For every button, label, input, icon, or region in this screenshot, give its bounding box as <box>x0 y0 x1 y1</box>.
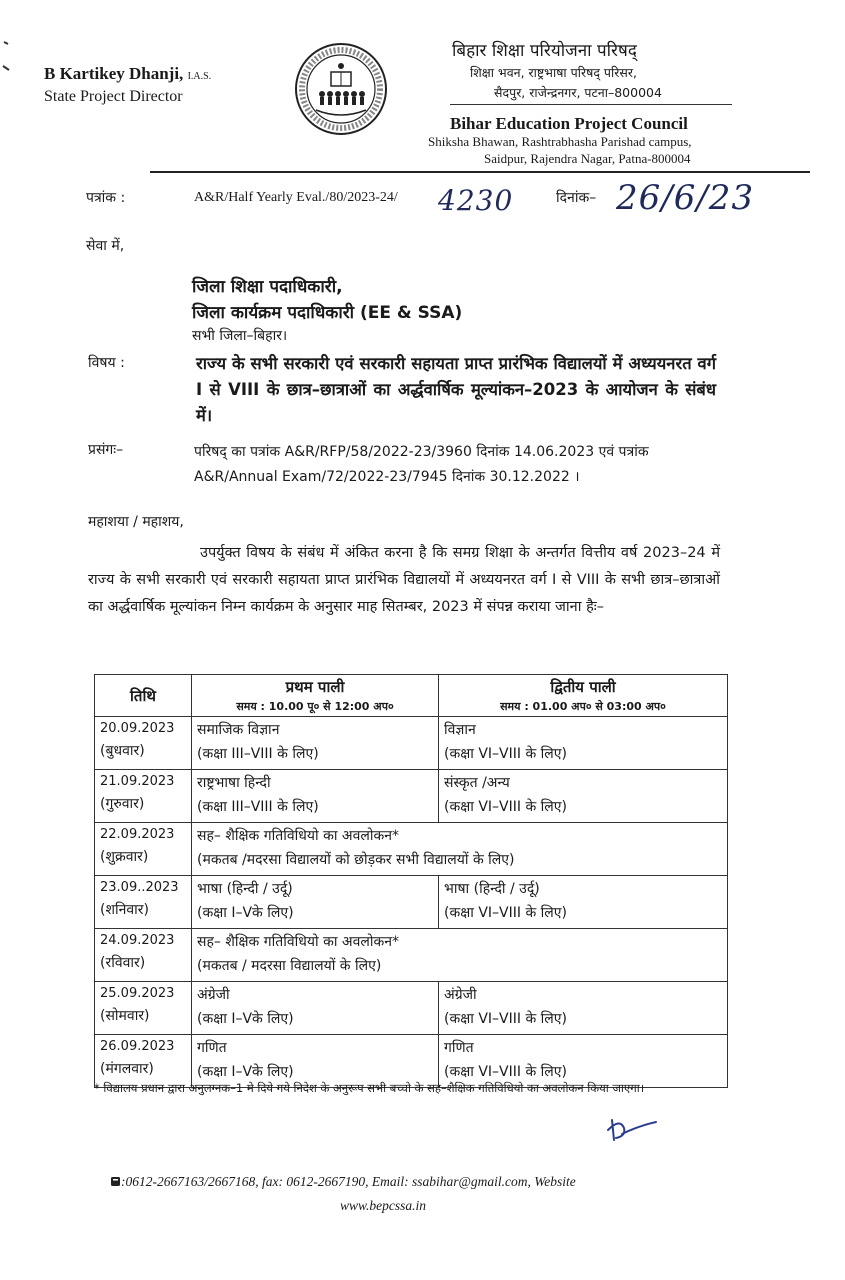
date-label: दिनांक– <box>556 190 597 206</box>
row-date: 25.09.2023 <box>100 986 175 1001</box>
subject-label: विषय : <box>88 355 125 371</box>
second-shift-cell <box>439 717 728 770</box>
class-range: (कक्षा VI–VIII के लिए) <box>444 1064 567 1080</box>
header-date: तिथि <box>95 675 192 717</box>
row-day: (मंगलवार) <box>100 1061 154 1077</box>
row-date: 26.09.2023 <box>100 1039 175 1054</box>
class-range: (कक्षा I–Vके लिए) <box>197 1011 294 1027</box>
row-date: 24.09.2023 <box>100 933 175 948</box>
addressee-line3: सभी जिला–बिहार। <box>192 328 288 344</box>
row-day: (शनिवार) <box>100 902 149 918</box>
subject-name: भाषा (हिन्दी / उर्दू) <box>197 881 293 897</box>
row-date: 22.09.2023 <box>100 827 175 842</box>
class-range: (कक्षा I–Vके लिए) <box>197 1064 294 1080</box>
footnote: * विद्यालय प्रधान द्वारा अनुलग्नक–1 मे दिये गये निदेश के अनुरूप सभी बच्चो के सह–शैक्षिक गतिविधियो का अवलोकन किया जाएगा। <box>94 1081 645 1095</box>
body-paragraph: उपर्युक्त विषय के संबंध में अंकित करना है कि समग्र शिक्षा के अन्तर्गत वित्तीय वर्ष 2023–24 में राज्य के सभी सरकारी एवं सरकारी सहायता प्राप्त प्रारंभिक विद्यालयों में अध्ययनरत वर्ग I से VIII के सभी छात्र–छात्राओं का अर्द्धवार्षिक मूल्यांकन निम्न कार्यक्रम के अनुसार माह सितम्बर, 2023 में संपन्न कराया जाना हैः– <box>88 545 720 615</box>
table-row <box>95 982 728 1035</box>
activity-note: (मकतब /मदरसा विद्यालयों को छोड़कर सभी विद्यालयों के लिए) <box>197 852 515 868</box>
class-range: (कक्षा VI–VIII के लिए) <box>444 1011 567 1027</box>
header-second-shift <box>439 675 728 717</box>
row-day: (शुक्रवार) <box>100 849 149 865</box>
row-day: (रविवार) <box>100 955 146 971</box>
header-first-shift <box>192 675 439 717</box>
second-shift-cell <box>439 982 728 1035</box>
first-shift-cell <box>192 876 439 929</box>
officer-suffix: I.A.S. <box>187 71 212 82</box>
class-range: (कक्षा VI–VIII के लिए) <box>444 905 567 921</box>
officer-name: B Kartikey Dhanji, I.A.S. <box>44 64 212 83</box>
to-label: सेवा में, <box>86 238 125 254</box>
first-shift-label: प्रथम पाली <box>285 678 345 696</box>
website-link[interactable]: www.bepcssa.in <box>340 1198 427 1213</box>
row-date-cell <box>95 876 192 929</box>
table-header-row <box>95 675 728 717</box>
row-date: 21.09.2023 <box>100 774 175 789</box>
seal-logo-icon <box>294 42 388 136</box>
row-date-cell <box>95 717 192 770</box>
letterhead-rule <box>150 171 810 173</box>
first-shift-cell <box>192 770 439 823</box>
subject-name: राष्ट्रभाषा हिन्दी <box>197 775 271 791</box>
second-shift-cell <box>439 770 728 823</box>
class-range: (कक्षा VI–VIII के लिए) <box>444 746 567 762</box>
class-range: (कक्षा III–VIII के लिए) <box>197 799 319 815</box>
merged-shift-cell <box>192 823 728 876</box>
addressee-line1: जिला शिक्षा पदाधिकारी, <box>192 277 343 297</box>
subject-name: समाजिक विज्ञान <box>197 722 280 738</box>
row-date-cell <box>95 929 192 982</box>
second-shift-label: द्वितीय पाली <box>550 678 616 696</box>
context-label: प्रसंगः– <box>88 442 124 458</box>
row-date-cell <box>95 823 192 876</box>
subject-name: अंग्रेजी <box>444 987 477 1003</box>
subject-name: संस्कृत /अन्य <box>444 775 510 791</box>
second-shift-cell <box>439 876 728 929</box>
salutation: महाशया / महाशय, <box>88 514 184 530</box>
english-address-line2: Saidpur, Rajendra Nagar, Patna-800004 <box>484 151 691 166</box>
addressee-line2: जिला कार्यक्रम पदाधिकारी (EE & SSA) <box>192 303 463 323</box>
row-date-cell <box>95 770 192 823</box>
first-shift-cell <box>192 982 439 1035</box>
merged-shift-cell <box>192 929 728 982</box>
context-text: परिषद् का पत्रांक A&R/RFP/58/2022-23/3960 दिनांक 14.06.2023 एवं पत्रांक A&R/Annual Exam/72/2022-23/7945 दिनांक 30.12.2022 । <box>194 444 649 485</box>
row-day: (गुरुवार) <box>100 796 145 812</box>
signature-mark <box>600 1112 660 1146</box>
contact-text: :0612-2667163/2667168, fax: 0612-2667190, Email: ssabihar@gmail.com, Website <box>121 1174 576 1189</box>
second-shift-time: समय : 01.00 अप० से 03:00 अप० <box>500 700 666 713</box>
activity-name: सह– शैक्षिक गतिविधियो का अवलोकन* <box>197 828 400 844</box>
officer-title: State Project Director <box>44 88 183 105</box>
ref-number: A&R/Half Yearly Eval./80/2023-24/ <box>194 190 398 205</box>
english-org-name: Bihar Education Project Council <box>450 114 688 133</box>
subject-name: भाषा (हिन्दी / उर्दू) <box>444 881 540 897</box>
subject-name: विज्ञान <box>444 722 476 738</box>
english-address-line1: Shiksha Bhawan, Rashtrabhasha Parishad campus, <box>428 134 692 149</box>
activity-name: सह– शैक्षिक गतिविधियो का अवलोकन* <box>197 934 400 950</box>
phone-icon <box>110 1176 121 1187</box>
row-day: (सोमवार) <box>100 1008 150 1024</box>
first-shift-cell <box>192 717 439 770</box>
first-shift-time: समय : 10.00 पू० से 12:00 अप० <box>236 700 394 713</box>
table-row <box>95 823 728 876</box>
handwritten-date: 26/6/23 <box>616 178 755 218</box>
ref-label: पत्रांक : <box>86 190 126 206</box>
row-date: 23.09..2023 <box>100 880 179 895</box>
table-row <box>95 770 728 823</box>
handwritten-ref-number: 4230 <box>438 184 514 217</box>
table-row <box>95 876 728 929</box>
row-date-cell <box>95 982 192 1035</box>
class-range: (कक्षा I–Vके लिए) <box>197 905 294 921</box>
subject-text: राज्य के सभी सरकारी एवं सरकारी सहायता प्राप्त प्रारंभिक विद्यालयों में अध्ययनरत वर्ग I से VIII के छात्र–छात्राओं का अर्द्धवार्षिक मूल्यांकन–2023 के आयोजन के संबंध में। <box>196 354 716 425</box>
subject-name: गणित <box>444 1040 474 1056</box>
margin-marks <box>0 0 16 90</box>
hindi-address-line1: शिक्षा भवन, राष्ट्रभाषा परिषद् परिसर, <box>470 65 637 80</box>
exam-schedule-table <box>94 674 728 1088</box>
hindi-address-line2: सैदपुर, राजेन्द्रनगर, पटना–800004 <box>494 85 662 100</box>
subject-name: अंग्रेजी <box>197 987 230 1003</box>
subject-name: गणित <box>197 1040 227 1056</box>
table-row <box>95 717 728 770</box>
class-range: (कक्षा III–VIII के लिए) <box>197 746 319 762</box>
contact-line <box>110 1174 576 1190</box>
row-date: 20.09.2023 <box>100 721 175 736</box>
hindi-org-name: बिहार शिक्षा परियोजना परिषद् <box>452 41 637 61</box>
header-divider <box>450 104 732 105</box>
table-row <box>95 929 728 982</box>
activity-note: (मकतब / मदरसा विद्यालयों के लिए) <box>197 958 382 974</box>
class-range: (कक्षा VI–VIII के लिए) <box>444 799 567 815</box>
row-day: (बुधवार) <box>100 743 145 759</box>
